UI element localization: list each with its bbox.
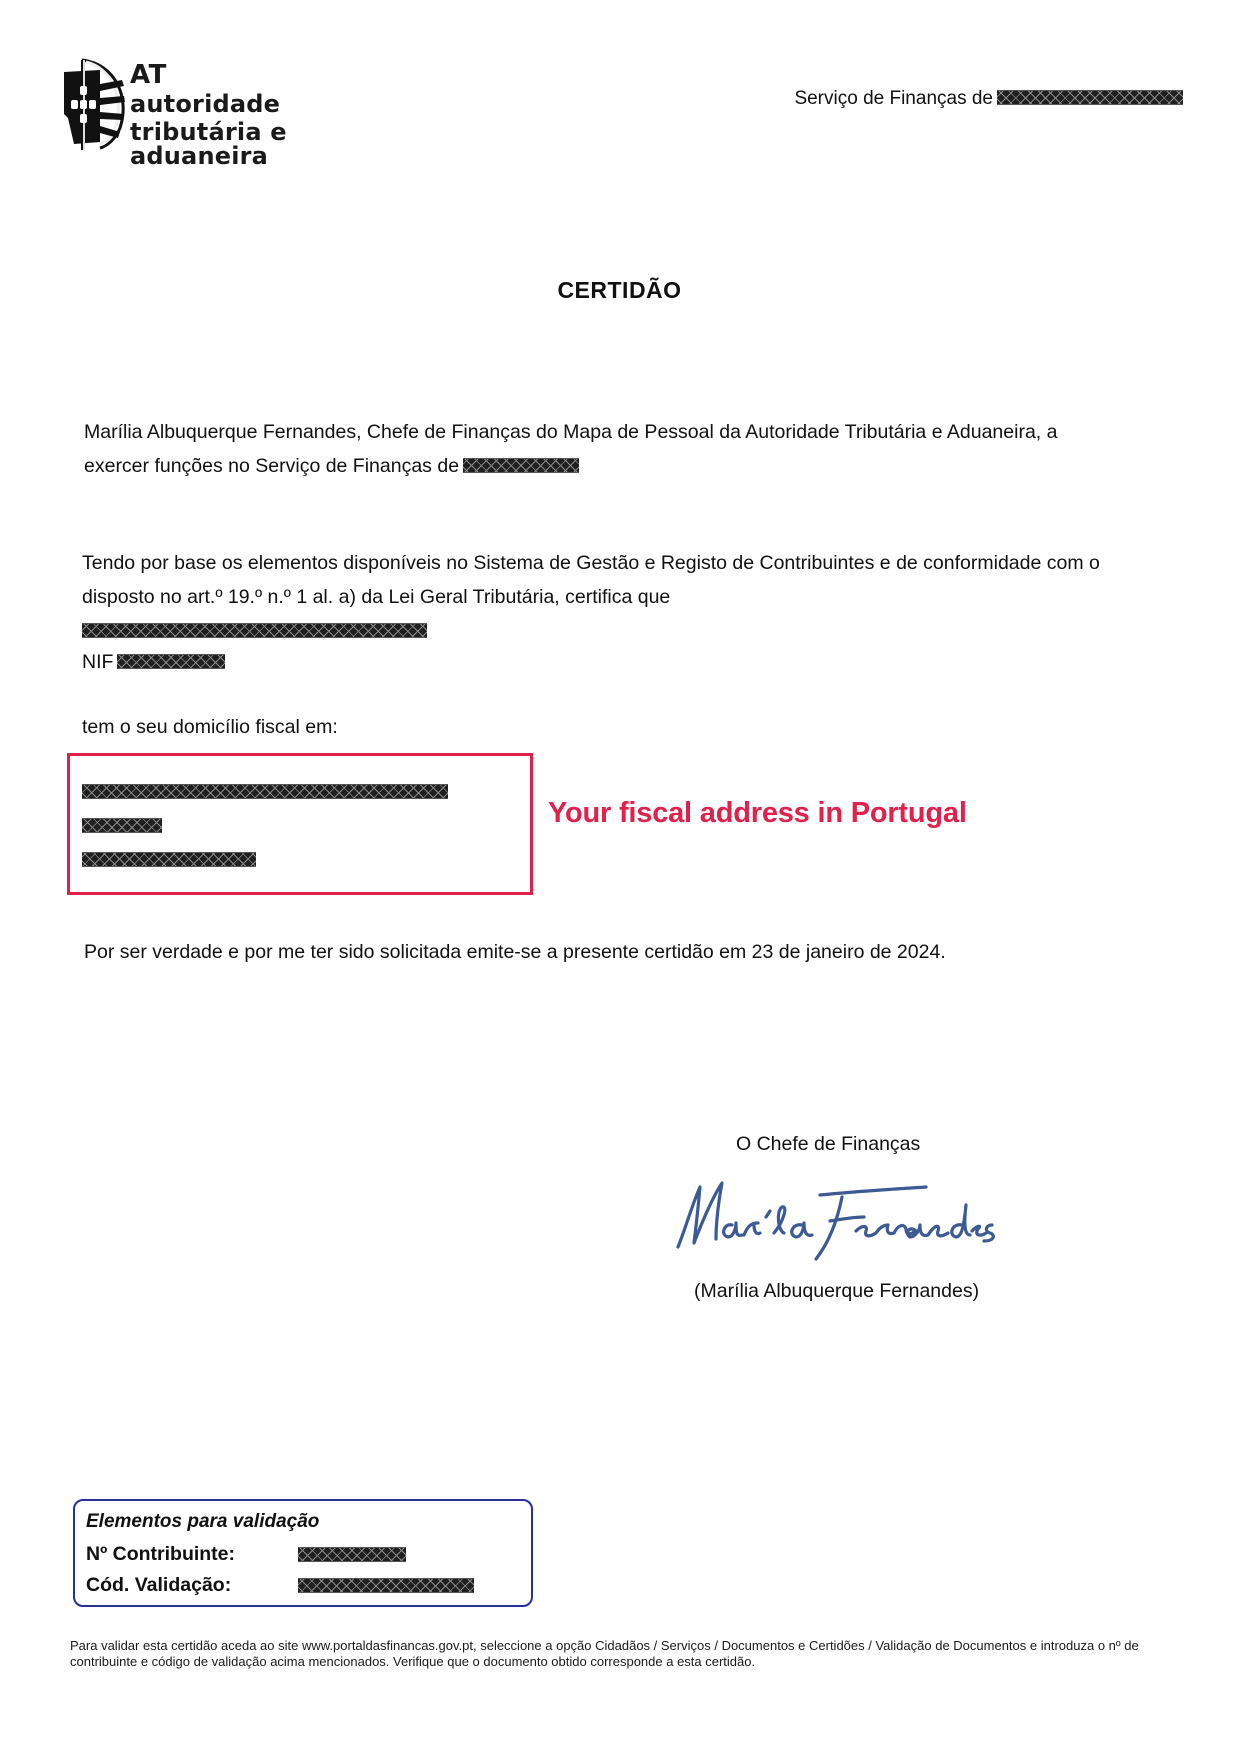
logo-line-1: autoridade — [130, 90, 281, 118]
address-line-3 — [82, 851, 256, 869]
redacted-tax-office — [997, 90, 1183, 105]
nif-line — [82, 651, 225, 674]
validation-code-label: Cód. Validação: — [86, 1574, 232, 1596]
redacted-validation-code — [298, 1578, 474, 1593]
fiscal-address-highlight-box — [67, 753, 533, 895]
redacted-address-city — [82, 852, 256, 867]
redacted-nif — [117, 654, 225, 669]
logo-wordmark — [130, 62, 420, 168]
validation-code-row — [86, 1574, 231, 1597]
redacted-office-name — [463, 458, 579, 473]
validation-title: Elementos para validação — [86, 1511, 320, 1532]
at-logo — [60, 56, 420, 170]
signer-name: (Marília Albuquerque Fernandes) — [694, 1280, 980, 1302]
portuguese-shield-emblem-icon — [60, 58, 130, 150]
signer-role: O Chefe de Finanças — [736, 1133, 921, 1155]
redacted-taxpayer-name — [82, 623, 427, 638]
address-line-2 — [82, 817, 162, 835]
certifier-line-2: exercer funções no Serviço de Finanças de — [84, 455, 460, 477]
tax-office-header — [794, 88, 1183, 110]
redacted-address-street — [82, 784, 448, 799]
fiscal-address-annotation: Your fiscal address in Portugal — [548, 797, 967, 829]
nif-label: NIF — [82, 651, 114, 673]
redacted-address-postal — [82, 818, 162, 833]
logo-line-2: tributária e aduaneira — [130, 118, 287, 170]
validation-elements-box — [73, 1499, 533, 1607]
validation-contribuinte-row — [86, 1543, 235, 1566]
domicile-label: tem o seu domicílio fiscal em: — [82, 716, 338, 738]
tax-office-label: Serviço de Finanças de — [794, 88, 993, 109]
validation-instructions-footer: Para validar esta certidão aceda ao site www.portaldasfinancas.gov.pt, seleccione a opção Cidadãos / Serviços / Documentos e Certidões / Validação de Documentos e introduza o nº de contribuinte e código de validação acima mencionados. Verifique que o documento obtido corresponde a esta certidão. — [70, 1638, 1139, 1669]
logo-acronym: AT — [130, 60, 167, 90]
address-line-1 — [82, 783, 448, 801]
certifier-line-1: Marília Albuquerque Fernandes, Chefe de Finanças do Mapa de Pessoal da Autoridade Tributária e Aduaneira, a — [84, 421, 1058, 443]
contribuinte-label: Nº Contribuinte: — [86, 1543, 236, 1565]
closing-statement: Por ser verdade e por me ter sido solicitada emite-se a presente certidão em 23 de janeiro de 2024. — [84, 941, 946, 963]
redacted-contribuinte-number — [298, 1547, 406, 1562]
document-title: CERTIDÃO — [557, 277, 682, 303]
certifier-paragraph — [84, 415, 1164, 483]
legal-basis-paragraph: Tendo por base os elementos disponíveis no Sistema de Gestão e Registo de Contribuintes e de conformidade com o disposto no art.º 19.º n.º 1 al. a) da Lei Geral Tributária, certifica que — [82, 552, 1100, 608]
handwritten-signature — [670, 1165, 1000, 1265]
taxpayer-name — [82, 622, 427, 640]
